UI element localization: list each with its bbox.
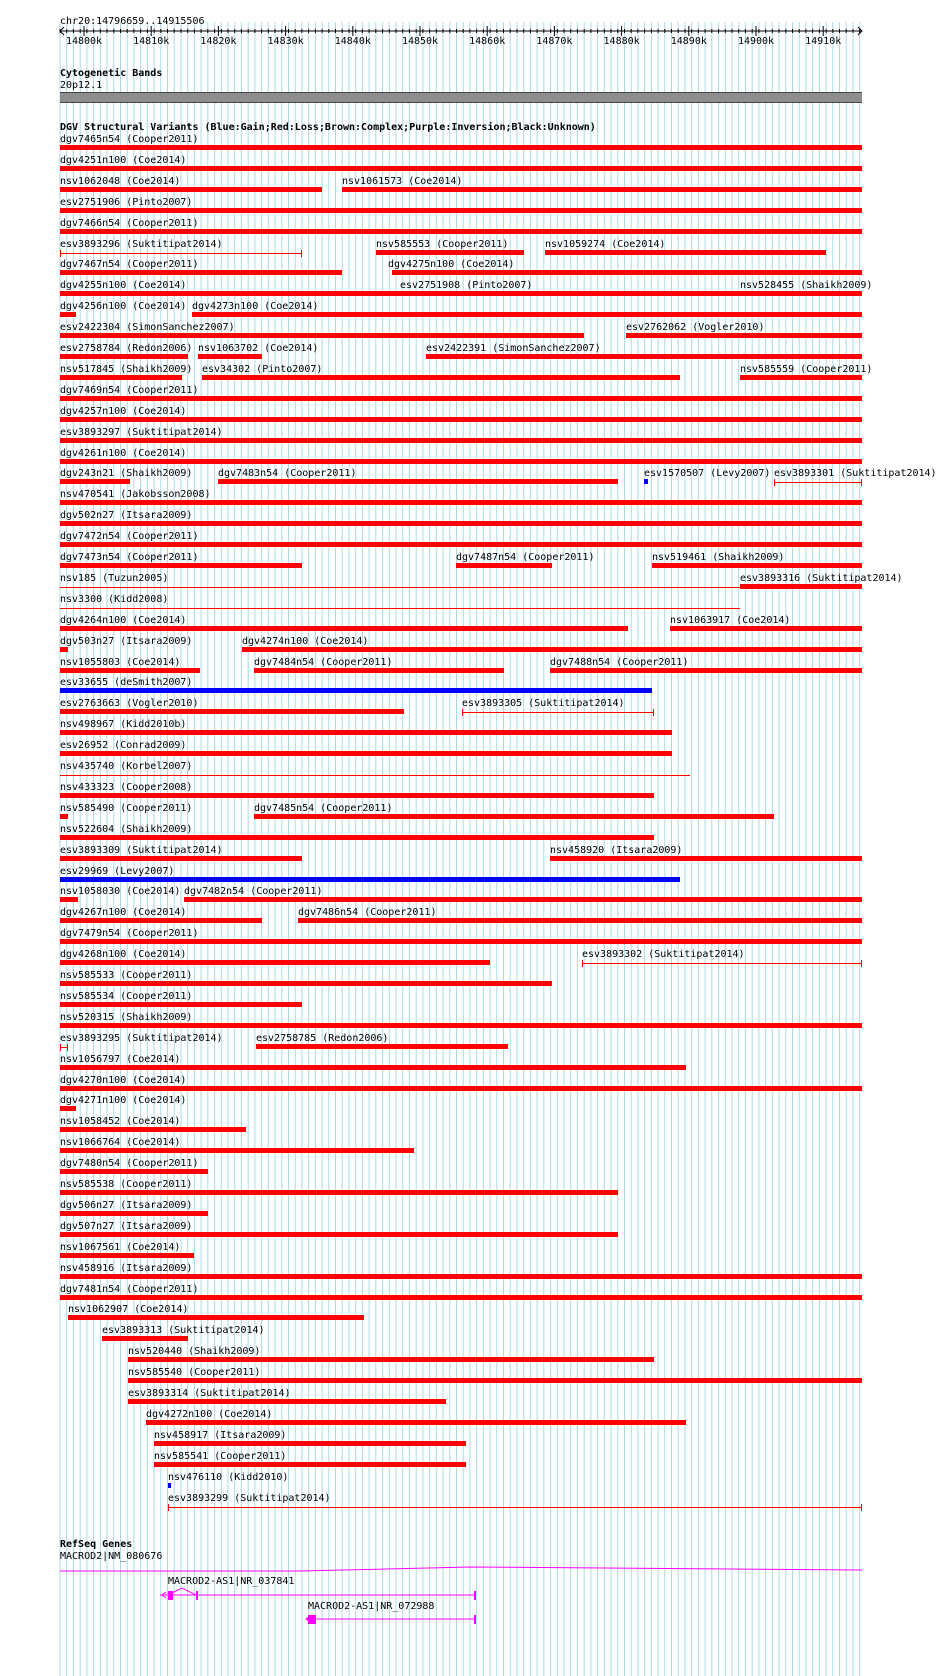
variant-label[interactable]: nsv470541 (Jakobsson2008): [60, 489, 211, 501]
variant-bar[interactable]: [60, 939, 862, 944]
variant-bar[interactable]: [60, 1023, 862, 1028]
variant-label[interactable]: esv34302 (Pinto2007): [202, 363, 323, 375]
variant-label[interactable]: dgv7486n54 (Cooper2011): [298, 907, 437, 919]
gene-exon[interactable]: [474, 1591, 476, 1600]
variant-label[interactable]: esv3893316 (Suktitipat2014): [740, 572, 903, 584]
variant-label[interactable]: dgv502n27 (Itsara2009): [60, 510, 193, 522]
variant-bar[interactable]: [60, 229, 862, 234]
variant-bar[interactable]: [60, 814, 68, 819]
variant-label[interactable]: esv3893301 (Suktitipat2014): [774, 468, 937, 480]
variant-bar[interactable]: [60, 1253, 194, 1258]
variant-bar[interactable]: [60, 375, 182, 380]
variant-end-tick: [60, 1044, 61, 1051]
variant-bar[interactable]: [254, 668, 504, 673]
variant-end-tick: [861, 960, 862, 967]
variant-label[interactable]: nsv1058452 (Coe2014): [60, 1116, 181, 1128]
variant-bar[interactable]: [102, 1336, 188, 1341]
variant-bar[interactable]: [60, 1190, 618, 1195]
variant-bar[interactable]: [60, 626, 628, 631]
variant-bar[interactable]: [60, 1065, 686, 1070]
variant-label[interactable]: esv1570507 (Levy2007): [644, 468, 771, 480]
gene-model[interactable]: [60, 1567, 862, 1571]
variant-label[interactable]: dgv7479n54 (Cooper2011): [60, 928, 199, 940]
variant-bar[interactable]: [774, 482, 862, 483]
variant-bar[interactable]: [60, 563, 302, 568]
variant-label[interactable]: nsv3300 (Kidd2008): [60, 593, 169, 605]
variant-label[interactable]: esv3893305 (Suktitipat2014): [462, 698, 625, 710]
variant-bar[interactable]: [128, 1399, 446, 1404]
variant-bar[interactable]: [392, 270, 862, 275]
variant-bar[interactable]: [60, 877, 680, 882]
variant-bar[interactable]: [60, 688, 652, 693]
variant-bar[interactable]: [582, 963, 862, 964]
variant-end-tick: [60, 250, 61, 257]
gene-exon[interactable]: [474, 1615, 476, 1624]
variant-label[interactable]: nsv476110 (Kidd2010): [168, 1471, 289, 1483]
variant-end-tick: [861, 1504, 862, 1511]
variant-label[interactable]: nsv519461 (Shaikh2009): [652, 552, 785, 563]
ruler-tick-label: 14840k: [334, 36, 371, 47]
variant-label[interactable]: dgv7466n54 (Cooper2011): [60, 217, 199, 229]
variant-bar[interactable]: [60, 918, 262, 923]
variant-label[interactable]: dgv7465n54 (Cooper2011): [60, 134, 199, 145]
variant-label[interactable]: dgv7482n54 (Cooper2011): [184, 886, 323, 898]
variant-label[interactable]: esv2763663 (Vogler2010): [60, 698, 199, 710]
variant-bar[interactable]: [60, 1148, 414, 1153]
variant-label[interactable]: dgv4270n100 (Coe2014): [60, 1074, 187, 1086]
variant-bar[interactable]: [60, 1211, 208, 1216]
variant-bar[interactable]: [60, 417, 862, 422]
variant-label[interactable]: dgv7472n54 (Cooper2011): [60, 531, 199, 543]
variant-bar[interactable]: [740, 375, 862, 380]
variant-label[interactable]: nsv1066764 (Coe2014): [60, 1137, 181, 1149]
ruler-tick-label: 14830k: [267, 36, 304, 47]
variant-label[interactable]: dgv7484n54 (Cooper2011): [254, 656, 393, 668]
variant-label[interactable]: dgv7469n54 (Cooper2011): [60, 384, 199, 396]
variant-label[interactable]: dgv4261n100 (Coe2014): [60, 447, 187, 459]
variant-label[interactable]: esv3893295 (Suktitipat2014): [60, 1032, 223, 1044]
variant-label[interactable]: nsv458920 (Itsara2009): [550, 844, 683, 856]
variant-bar[interactable]: [154, 1462, 466, 1467]
variant-label[interactable]: dgv7487n54 (Cooper2011): [456, 552, 595, 563]
gene-label[interactable]: MACROD2|NM_080676: [60, 1551, 163, 1562]
variant-label[interactable]: dgv4273n100 (Coe2014): [192, 301, 319, 313]
variant-bar[interactable]: [128, 1378, 862, 1383]
variant-bar[interactable]: [60, 709, 404, 714]
variant-label[interactable]: dgv7473n54 (Cooper2011): [60, 552, 199, 563]
variant-label[interactable]: nsv520440 (Shaikh2009): [128, 1346, 261, 1358]
variant-label[interactable]: nsv585553 (Cooper2011): [376, 238, 509, 250]
variant-bar[interactable]: [60, 730, 672, 735]
ruler-tick-label: 14800k: [65, 36, 103, 47]
variant-bar[interactable]: [60, 187, 322, 192]
variant-label[interactable]: nsv185 (Tuzun2005): [60, 572, 169, 584]
variant-label[interactable]: esv3893313 (Suktitipat2014): [102, 1325, 265, 1337]
variant-bar[interactable]: [60, 1169, 208, 1174]
ruler-coordinates: chr20:14796659..14915506: [60, 16, 205, 27]
variant-bar[interactable]: [254, 814, 774, 819]
variant-bar[interactable]: [218, 479, 618, 484]
variant-label[interactable]: dgv7481n54 (Cooper2011): [60, 1283, 199, 1295]
variant-label[interactable]: esv2758784 (Redon2006): [60, 343, 193, 354]
variant-bar[interactable]: [146, 1420, 686, 1425]
cytoband-bar[interactable]: [60, 92, 862, 103]
variant-label[interactable]: nsv585541 (Cooper2011): [154, 1450, 287, 1462]
variant-bar[interactable]: [60, 166, 862, 171]
variant-label[interactable]: dgv506n27 (Itsara2009): [60, 1199, 193, 1211]
variant-bar[interactable]: [550, 856, 862, 861]
variant-label[interactable]: dgv503n27 (Itsara2009): [60, 635, 193, 647]
variant-bar[interactable]: [60, 270, 342, 275]
variant-bar[interactable]: [168, 1483, 171, 1488]
variant-bar[interactable]: [168, 1507, 862, 1508]
variant-bar[interactable]: [740, 291, 862, 296]
variant-label[interactable]: nsv1059274 (Coe2014): [545, 238, 666, 250]
variant-bar[interactable]: [60, 1086, 862, 1091]
variant-bar[interactable]: [198, 354, 262, 359]
variant-bar[interactable]: [60, 354, 188, 359]
variant-label[interactable]: dgv7485n54 (Cooper2011): [254, 802, 393, 814]
variant-bar[interactable]: [462, 712, 654, 713]
cytoband-track-title: Cytogenetic Bands: [60, 68, 163, 79]
variant-bar[interactable]: [60, 856, 302, 861]
variant-label[interactable]: esv3893297 (Suktitipat2014): [60, 426, 223, 438]
variant-label[interactable]: dgv243n21 (Shaikh2009): [60, 468, 193, 480]
variant-label[interactable]: dgv507n27 (Itsara2009): [60, 1220, 193, 1232]
variant-label[interactable]: nsv585490 (Cooper2011): [60, 802, 193, 814]
variant-bar[interactable]: [60, 459, 862, 464]
variant-label[interactable]: esv33655 (deSmith2007): [60, 677, 193, 689]
variant-label[interactable]: esv2422391 (SimonSanchez2007): [426, 343, 601, 354]
variant-end-tick: [168, 1504, 169, 1511]
variant-bar[interactable]: [60, 208, 862, 213]
variant-label[interactable]: dgv4267n100 (Coe2014): [60, 907, 187, 919]
variant-end-tick: [301, 250, 302, 257]
variant-bar[interactable]: [400, 291, 736, 296]
ruler: [0, 20, 890, 70]
variant-bar[interactable]: [60, 312, 76, 317]
variant-bar[interactable]: [256, 1044, 508, 1049]
variant-bar[interactable]: [192, 312, 862, 317]
variant-bar[interactable]: [242, 647, 862, 652]
variant-label[interactable]: dgv4272n100 (Coe2014): [146, 1408, 273, 1420]
variant-label[interactable]: dgv4271n100 (Coe2014): [60, 1095, 187, 1107]
variant-bar[interactable]: [60, 1274, 862, 1279]
variant-bar[interactable]: [60, 608, 740, 609]
ruler-tick-label: 14860k: [469, 36, 506, 47]
variant-bar[interactable]: [60, 479, 130, 484]
variant-label[interactable]: nsv458917 (Itsara2009): [154, 1429, 287, 1441]
cytoband-label: 20p12.1: [60, 80, 103, 91]
gene-label[interactable]: MACROD2-AS1|NR_037841: [168, 1576, 295, 1587]
variant-bar[interactable]: [376, 250, 524, 255]
variant-bar[interactable]: [60, 521, 862, 526]
variant-bar[interactable]: [626, 333, 862, 338]
ruler-tick-label: 14820k: [200, 36, 237, 47]
variant-bar[interactable]: [68, 1315, 364, 1320]
ruler-tick-label: 14910k: [805, 36, 842, 47]
variant-bar[interactable]: [740, 584, 862, 589]
variant-bar[interactable]: [128, 1357, 654, 1362]
refseq-track-title: RefSeq Genes: [60, 1539, 133, 1550]
variant-bar[interactable]: [426, 354, 862, 359]
variant-bar[interactable]: [60, 438, 862, 443]
variant-label[interactable]: dgv7488n54 (Cooper2011): [550, 656, 689, 668]
variant-label[interactable]: nsv433323 (Cooper2008): [60, 781, 193, 793]
variant-bar[interactable]: [60, 1106, 76, 1111]
variant-label[interactable]: esv3893296 (Suktitipat2014): [60, 238, 223, 250]
variant-bar[interactable]: [60, 145, 862, 150]
variant-bar[interactable]: [60, 1002, 302, 1007]
variant-label[interactable]: dgv4251n100 (Coe2014): [60, 154, 187, 166]
variant-label[interactable]: nsv1061573 (Coe2014): [342, 175, 463, 187]
ruler-tick-label: 14850k: [401, 36, 439, 47]
variant-label[interactable]: nsv1063702 (Coe2014): [198, 343, 319, 354]
variant-end-tick: [462, 709, 463, 716]
variant-end-tick: [774, 479, 775, 486]
variant-bar[interactable]: [652, 563, 862, 568]
variant-bar[interactable]: [60, 897, 78, 902]
variant-bar[interactable]: [60, 253, 302, 254]
variant-bar[interactable]: [456, 563, 552, 568]
variant-label[interactable]: nsv520315 (Shaikh2009): [60, 1011, 193, 1023]
variant-label[interactable]: nsv1058030 (Coe2014): [60, 886, 181, 898]
variant-label[interactable]: nsv458916 (Itsara2009): [60, 1262, 193, 1274]
variant-label[interactable]: nsv1055803 (Coe2014): [60, 656, 181, 668]
variant-label[interactable]: dgv7483n54 (Cooper2011): [218, 468, 357, 480]
variant-bar[interactable]: [60, 500, 862, 505]
variant-bar[interactable]: [60, 1295, 862, 1300]
variant-label[interactable]: dgv4268n100 (Coe2014): [60, 949, 187, 961]
variant-bar[interactable]: [670, 626, 862, 631]
variant-label[interactable]: nsv1062907 (Coe2014): [68, 1304, 189, 1316]
variant-label[interactable]: esv3893314 (Suktitipat2014): [128, 1388, 291, 1399]
variant-label[interactable]: nsv498967 (Kidd2010b): [60, 719, 187, 731]
variant-label[interactable]: esv2751908 (Pinto2007): [400, 280, 533, 292]
variant-label[interactable]: esv29969 (Levy2007): [60, 865, 175, 877]
variant-label[interactable]: esv3893299 (Suktitipat2014): [168, 1492, 331, 1504]
variant-bar[interactable]: [60, 835, 654, 840]
variant-label[interactable]: dgv4274n100 (Coe2014): [242, 635, 369, 647]
variant-bar[interactable]: [60, 542, 862, 547]
variant-label[interactable]: esv3893302 (Suktitipat2014): [582, 949, 745, 961]
variant-bar[interactable]: [60, 1232, 618, 1237]
variant-label[interactable]: dgv4257n100 (Coe2014): [60, 405, 187, 417]
ruler-tick-label: 14900k: [737, 36, 775, 47]
refseq-gene-models: [0, 1555, 890, 1645]
gene-label[interactable]: MACROD2-AS1|NR_072988: [308, 1601, 435, 1612]
variant-bar[interactable]: [60, 751, 672, 756]
variant-label[interactable]: dgv4256n100 (Coe2014): [60, 301, 187, 313]
variant-label[interactable]: esv2758785 (Redon2006): [256, 1032, 389, 1044]
ruler-tick-label: 14890k: [670, 36, 707, 47]
variant-bar[interactable]: [60, 333, 584, 338]
variant-bar[interactable]: [202, 375, 680, 380]
variant-label[interactable]: dgv7480n54 (Cooper2011): [60, 1158, 199, 1170]
variant-label[interactable]: nsv522604 (Shaikh2009): [60, 823, 193, 835]
variant-bar[interactable]: [60, 981, 552, 986]
variant-label[interactable]: nsv585534 (Cooper2011): [60, 990, 193, 1002]
variant-label[interactable]: dgv7467n54 (Cooper2011): [60, 259, 199, 271]
variant-label[interactable]: nsv1062048 (Coe2014): [60, 175, 181, 187]
variant-label[interactable]: nsv585540 (Cooper2011): [128, 1367, 261, 1379]
variant-bar[interactable]: [184, 897, 862, 902]
gene-exon[interactable]: [196, 1591, 198, 1600]
variant-label[interactable]: dgv4264n100 (Coe2014): [60, 614, 187, 626]
variant-bar[interactable]: [60, 647, 68, 652]
variant-label[interactable]: esv2762062 (Vogler2010): [626, 322, 765, 334]
variant-end-tick: [653, 709, 654, 716]
variant-label[interactable]: nsv517845 (Shaikh2009): [60, 363, 193, 375]
variant-label[interactable]: nsv435740 (Korbel2007): [60, 761, 193, 772]
variant-bar[interactable]: [60, 396, 862, 401]
variant-label[interactable]: nsv585559 (Cooper2011): [740, 363, 873, 375]
variant-bar[interactable]: [545, 250, 826, 255]
variant-label[interactable]: nsv585533 (Cooper2011): [60, 970, 193, 981]
variant-label[interactable]: esv26952 (Conrad2009): [60, 740, 187, 752]
variant-bar[interactable]: [60, 775, 690, 776]
variant-bar[interactable]: [644, 479, 648, 484]
variant-bar[interactable]: [60, 793, 654, 798]
variant-bar[interactable]: [60, 1127, 246, 1132]
variant-label[interactable]: esv3893309 (Suktitipat2014): [60, 844, 223, 856]
variant-bar[interactable]: [298, 918, 862, 923]
variant-label[interactable]: nsv1067561 (Coe2014): [60, 1241, 181, 1253]
variant-end-tick: [582, 960, 583, 967]
variant-bar[interactable]: [154, 1441, 466, 1446]
variant-label[interactable]: nsv1056797 (Coe2014): [60, 1053, 181, 1065]
variant-label[interactable]: esv2751906 (Pinto2007): [60, 196, 193, 208]
variant-label[interactable]: dgv4255n100 (Coe2014): [60, 280, 187, 292]
variant-label[interactable]: nsv528455 (Shaikh2009): [740, 280, 873, 292]
variant-end-tick: [67, 1044, 68, 1051]
variant-bar[interactable]: [550, 668, 862, 673]
ruler-tick-label: 14870k: [536, 36, 573, 47]
variant-end-tick: [861, 479, 862, 486]
variant-bar[interactable]: [60, 668, 200, 673]
variant-bar[interactable]: [60, 960, 490, 965]
variant-label[interactable]: esv2422304 (SimonSanchez2007): [60, 322, 235, 334]
variant-bar[interactable]: [342, 187, 862, 192]
variant-label[interactable]: nsv585538 (Cooper2011): [60, 1179, 193, 1190]
dgv-track-title: DGV Structural Variants (Blue:Gain;Red:Loss;Brown:Complex;Purple:Inversion;Black:Unknown): [60, 122, 596, 133]
ruler-tick-label: 14880k: [603, 36, 640, 47]
ruler-tick-label: 14810k: [133, 36, 170, 47]
variant-label[interactable]: dgv4275n100 (Coe2014): [388, 259, 515, 271]
variant-label[interactable]: nsv1063917 (Coe2014): [670, 614, 791, 626]
